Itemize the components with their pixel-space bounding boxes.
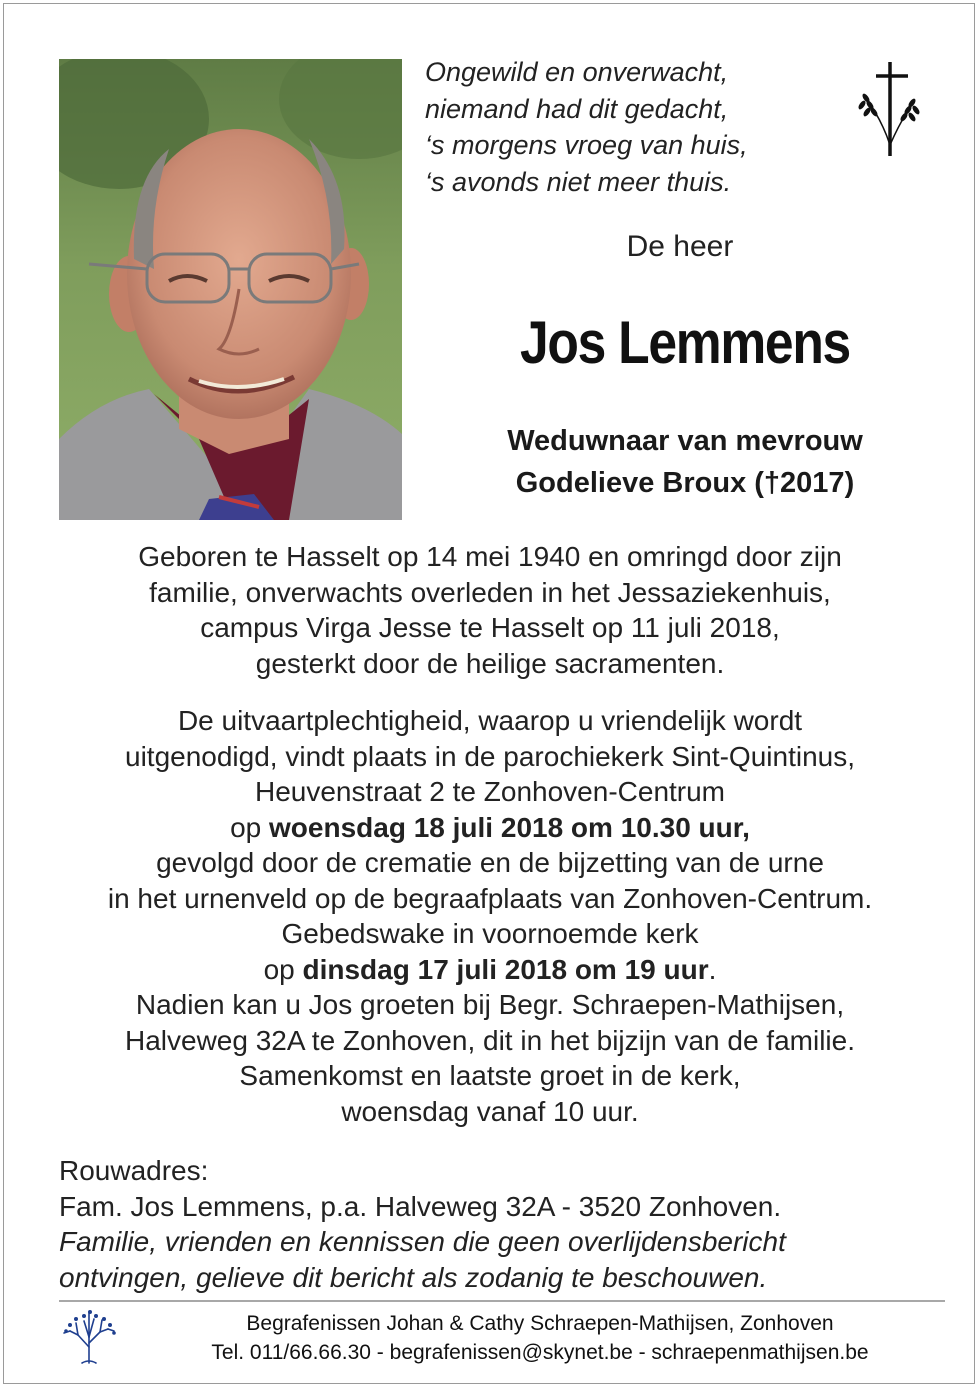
paragraph-line: campus Virga Jesse te Hasselt op 11 juli 2018, xyxy=(200,612,780,643)
service-line xyxy=(20,810,960,846)
service-date: woensdag 18 juli 2018 om 10.30 uur, xyxy=(269,811,750,843)
paragraph-line: gesterkt door de heilige sacramenten. xyxy=(255,647,725,679)
mourning-note-line: ontvingen, gelieve dit bericht als zodanig te beschouwen. xyxy=(59,1261,768,1293)
deceased-name: Jos Lemmens xyxy=(520,309,850,376)
poem-line: niemand had dit gedacht, xyxy=(425,93,729,124)
paragraph-line: Halveweg 32A te Zonhoven, dit in het bijzijn van de familie. xyxy=(125,1024,855,1056)
cross-wheat-icon xyxy=(852,60,932,160)
paragraph-line: woensdag vanaf 10 uur. xyxy=(341,1095,639,1127)
wake-suffix: . xyxy=(708,953,717,985)
paragraph-line: Nadien kan u Jos groeten bij Begr. Schraepen-Mathijsen, xyxy=(135,989,845,1020)
service-prefix: op xyxy=(230,811,270,843)
widow-line: Weduwnaar van mevrouw xyxy=(507,425,863,457)
paragraph-line: Samenkomst en laatste groet in de kerk, xyxy=(239,1060,741,1091)
funeral-home-name: Begrafenissen Johan & Cathy Schraepen-Mathijsen, Zonhoven xyxy=(246,1312,834,1335)
paragraph-line: uitgenodigd, vindt plaats in de parochiekerk Sint-Quintinus, xyxy=(125,740,855,772)
widow-line: Godelieve Broux (†2017) xyxy=(515,467,855,499)
poem-line: ‘s morgens vroeg van huis, xyxy=(425,130,748,160)
funeral-home-contact: Tel. 011/66.66.30 - begrafenissen@skynet.be - schraepenmathijsen.be xyxy=(211,1341,869,1364)
paragraph-line: gevolgd door de crematie en de bijzetting van de urne xyxy=(156,847,824,878)
poem-line: ‘s avonds niet meer thuis. xyxy=(425,166,732,197)
poem xyxy=(425,54,845,200)
paragraph-line: Gebedswake in voornoemde kerk xyxy=(281,918,699,949)
wake-line xyxy=(20,952,960,988)
paragraph-line: De uitvaartplechtigheid, waarop u vriendelijk wordt xyxy=(177,705,803,736)
mourning-address-line: Fam. Jos Lemmens, p.a. Halveweg 32A - 3520 Zonhoven. xyxy=(59,1190,782,1222)
mourning-address xyxy=(59,1153,939,1295)
wake-prefix: op xyxy=(263,953,303,985)
paragraph-line: Geboren te Hasselt op 14 mei 1940 en omringd door zijn xyxy=(138,541,842,572)
wake-date: dinsdag 17 juli 2018 om 19 uur xyxy=(302,953,709,985)
footer-divider xyxy=(59,1300,945,1302)
mourning-label: Rouwadres: xyxy=(59,1155,209,1186)
paragraph-line: Heuvenstraat 2 te Zonhoven-Centrum xyxy=(254,776,726,807)
widow-statement xyxy=(420,420,950,504)
funeral-home-footer xyxy=(110,1309,970,1367)
funeral-paragraph xyxy=(20,703,960,1129)
poem-line: Ongewild en onverwacht, xyxy=(425,57,729,87)
honorific: De heer xyxy=(626,230,734,263)
paragraph-line: familie, onverwachts overleden in het Jessaziekenhuis, xyxy=(149,576,831,608)
paragraph-line: in het urnenveld op de begraafplaats van Zonhoven-Centrum. xyxy=(107,882,873,914)
portrait-photo xyxy=(59,59,402,520)
mourning-note-line: Familie, vrienden en kennissen die geen overlijdensbericht xyxy=(59,1226,786,1257)
birth-death-paragraph xyxy=(20,539,960,681)
